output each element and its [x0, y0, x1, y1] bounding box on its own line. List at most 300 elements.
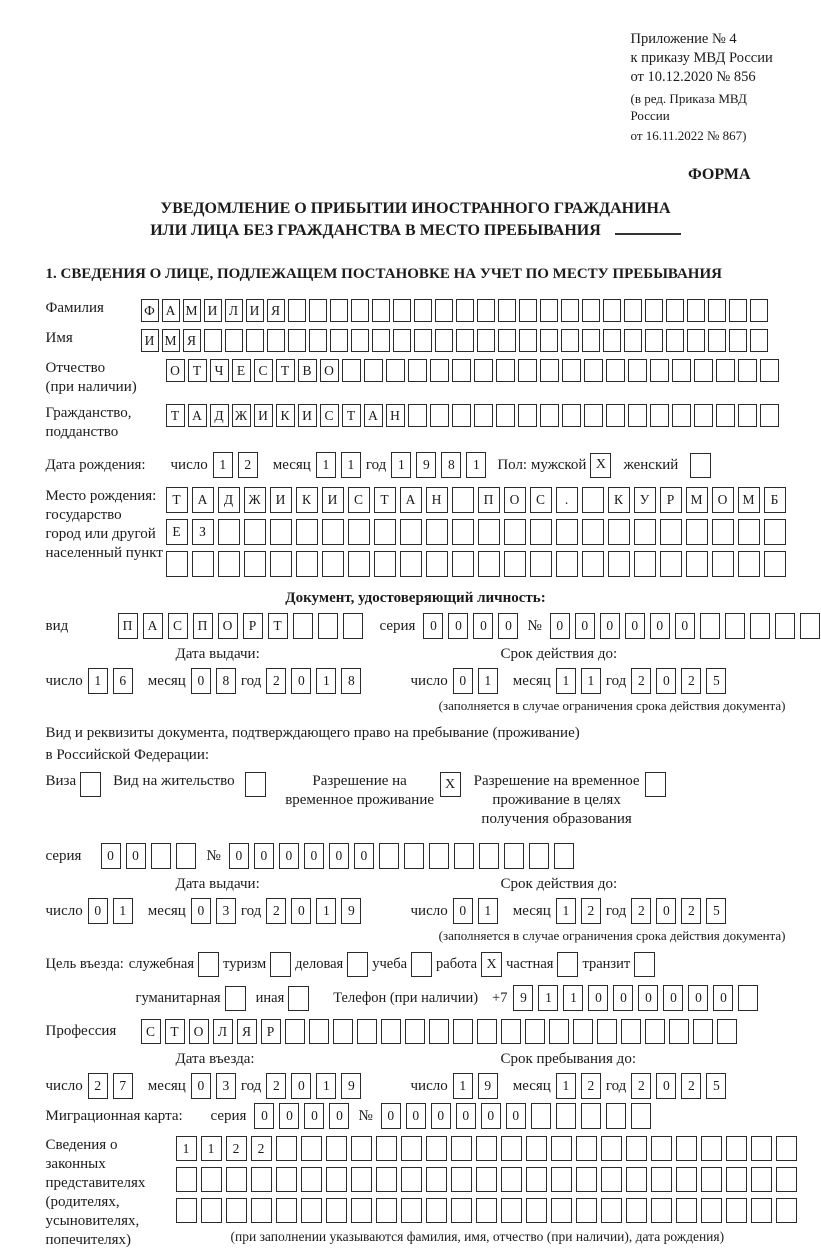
char-cell[interactable]: 1: [176, 1136, 197, 1161]
char-cell[interactable]: [738, 551, 760, 577]
char-cell[interactable]: [351, 1198, 372, 1223]
char-cell[interactable]: [645, 1019, 665, 1044]
char-cell[interactable]: У: [634, 487, 656, 513]
char-cell[interactable]: В: [298, 359, 317, 382]
char-cell[interactable]: [597, 1019, 617, 1044]
residence-number-cells[interactable]: [229, 843, 579, 869]
char-cell[interactable]: [364, 359, 383, 382]
char-cell[interactable]: 1: [213, 452, 233, 478]
char-cell[interactable]: [601, 1167, 622, 1192]
char-cell[interactable]: С: [348, 487, 370, 513]
char-cell[interactable]: [309, 1019, 329, 1044]
char-cell[interactable]: [330, 299, 348, 322]
purpose-official-checkbox[interactable]: [198, 952, 219, 977]
stay-day[interactable]: [453, 1073, 503, 1099]
representatives-cells-row2[interactable]: [176, 1167, 801, 1192]
char-cell[interactable]: [581, 1103, 601, 1129]
char-cell[interactable]: [650, 404, 669, 427]
char-cell[interactable]: 8: [341, 668, 361, 694]
char-cell[interactable]: [582, 329, 600, 352]
char-cell[interactable]: [326, 1136, 347, 1161]
char-cell[interactable]: 0: [304, 1103, 324, 1129]
birth-place-cells-row3[interactable]: [166, 551, 790, 577]
char-cell[interactable]: 0: [191, 898, 211, 924]
char-cell[interactable]: [651, 1136, 672, 1161]
char-cell[interactable]: [601, 1198, 622, 1223]
char-cell[interactable]: А: [400, 487, 422, 513]
purpose-business-checkbox[interactable]: [347, 952, 368, 977]
char-cell[interactable]: Т: [188, 359, 207, 382]
char-cell[interactable]: [582, 299, 600, 322]
char-cell[interactable]: [738, 985, 758, 1011]
char-cell[interactable]: [672, 404, 691, 427]
char-cell[interactable]: М: [738, 487, 760, 513]
sex-female-checkbox[interactable]: [690, 453, 711, 478]
char-cell[interactable]: 1: [563, 985, 583, 1011]
char-cell[interactable]: [606, 1103, 626, 1129]
char-cell[interactable]: 0: [473, 613, 493, 639]
char-cell[interactable]: И: [204, 299, 222, 322]
doc-type-cells[interactable]: [118, 613, 368, 639]
char-cell[interactable]: И: [141, 329, 159, 352]
char-cell[interactable]: [540, 359, 559, 382]
residence-issue-year[interactable]: [266, 898, 366, 924]
char-cell[interactable]: [381, 1019, 401, 1044]
char-cell[interactable]: К: [608, 487, 630, 513]
char-cell[interactable]: [501, 1198, 522, 1223]
char-cell[interactable]: [414, 299, 432, 322]
char-cell[interactable]: [270, 551, 292, 577]
migration-series-cells[interactable]: [254, 1103, 354, 1129]
char-cell[interactable]: [750, 329, 768, 352]
char-cell[interactable]: [738, 519, 760, 545]
doc-number-cells[interactable]: [550, 613, 821, 639]
char-cell[interactable]: [251, 1167, 272, 1192]
char-cell[interactable]: А: [188, 404, 207, 427]
char-cell[interactable]: 0: [588, 985, 608, 1011]
char-cell[interactable]: [738, 359, 757, 382]
char-cell[interactable]: А: [364, 404, 383, 427]
char-cell[interactable]: [400, 519, 422, 545]
temporary-residence-checkbox[interactable]: X: [440, 772, 461, 797]
sex-male-checkbox[interactable]: X: [590, 453, 611, 478]
char-cell[interactable]: [477, 329, 495, 352]
char-cell[interactable]: 1: [316, 898, 336, 924]
char-cell[interactable]: [651, 1198, 672, 1223]
char-cell[interactable]: М: [183, 299, 201, 322]
char-cell[interactable]: [452, 519, 474, 545]
char-cell[interactable]: [540, 404, 559, 427]
char-cell[interactable]: [624, 299, 642, 322]
char-cell[interactable]: [526, 1167, 547, 1192]
char-cell[interactable]: [477, 1019, 497, 1044]
char-cell[interactable]: Я: [183, 329, 201, 352]
char-cell[interactable]: [426, 1198, 447, 1223]
identity-expiry-month[interactable]: [556, 668, 606, 694]
char-cell[interactable]: 1: [391, 452, 411, 478]
char-cell[interactable]: [716, 404, 735, 427]
char-cell[interactable]: [676, 1198, 697, 1223]
char-cell[interactable]: [651, 1167, 672, 1192]
char-cell[interactable]: [276, 1198, 297, 1223]
char-cell[interactable]: [694, 404, 713, 427]
char-cell[interactable]: 0: [506, 1103, 526, 1129]
char-cell[interactable]: [348, 551, 370, 577]
char-cell[interactable]: [476, 1198, 497, 1223]
char-cell[interactable]: [676, 1167, 697, 1192]
identity-issue-year[interactable]: [266, 668, 366, 694]
char-cell[interactable]: [351, 329, 369, 352]
char-cell[interactable]: [309, 299, 327, 322]
char-cell[interactable]: [660, 551, 682, 577]
char-cell[interactable]: 0: [279, 843, 299, 869]
char-cell[interactable]: [151, 843, 171, 869]
char-cell[interactable]: [716, 359, 735, 382]
residence-issue-month[interactable]: [191, 898, 241, 924]
purpose-study-checkbox[interactable]: [411, 952, 432, 977]
doc-series-cells[interactable]: [423, 613, 523, 639]
char-cell[interactable]: [556, 551, 578, 577]
char-cell[interactable]: [351, 299, 369, 322]
entry-year[interactable]: [266, 1073, 366, 1099]
char-cell[interactable]: [330, 329, 348, 352]
char-cell[interactable]: 1: [88, 668, 108, 694]
char-cell[interactable]: 8: [441, 452, 461, 478]
char-cell[interactable]: 1: [466, 452, 486, 478]
char-cell[interactable]: [285, 1019, 305, 1044]
residence-expiry-month[interactable]: [556, 898, 606, 924]
char-cell[interactable]: [456, 299, 474, 322]
char-cell[interactable]: [451, 1167, 472, 1192]
char-cell[interactable]: [453, 1019, 473, 1044]
char-cell[interactable]: 0: [126, 843, 146, 869]
char-cell[interactable]: Т: [165, 1019, 185, 1044]
char-cell[interactable]: 0: [453, 668, 473, 694]
char-cell[interactable]: [626, 1198, 647, 1223]
char-cell[interactable]: 0: [431, 1103, 451, 1129]
char-cell[interactable]: [430, 359, 449, 382]
char-cell[interactable]: [576, 1136, 597, 1161]
char-cell[interactable]: [800, 613, 820, 639]
char-cell[interactable]: [776, 1136, 797, 1161]
char-cell[interactable]: А: [192, 487, 214, 513]
citizenship-cells[interactable]: [166, 404, 782, 427]
char-cell[interactable]: Д: [218, 487, 240, 513]
char-cell[interactable]: [530, 551, 552, 577]
char-cell[interactable]: [751, 1198, 772, 1223]
char-cell[interactable]: П: [193, 613, 213, 639]
char-cell[interactable]: [726, 1167, 747, 1192]
char-cell[interactable]: А: [143, 613, 163, 639]
char-cell[interactable]: [576, 1167, 597, 1192]
char-cell[interactable]: Л: [213, 1019, 233, 1044]
char-cell[interactable]: [750, 299, 768, 322]
char-cell[interactable]: [478, 519, 500, 545]
birth-year-cells[interactable]: [391, 452, 491, 478]
purpose-other-checkbox[interactable]: [288, 986, 309, 1011]
char-cell[interactable]: [318, 613, 338, 639]
char-cell[interactable]: [526, 1198, 547, 1223]
char-cell[interactable]: К: [296, 487, 318, 513]
char-cell[interactable]: 0: [656, 1073, 676, 1099]
char-cell[interactable]: [708, 329, 726, 352]
char-cell[interactable]: [694, 359, 713, 382]
char-cell[interactable]: 1: [113, 898, 133, 924]
char-cell[interactable]: [288, 299, 306, 322]
char-cell[interactable]: П: [118, 613, 138, 639]
char-cell[interactable]: 1: [556, 1073, 576, 1099]
char-cell[interactable]: [624, 329, 642, 352]
birth-place-cells-row1[interactable]: [166, 487, 790, 513]
char-cell[interactable]: [776, 1198, 797, 1223]
char-cell[interactable]: 3: [216, 898, 236, 924]
char-cell[interactable]: 5: [706, 668, 726, 694]
char-cell[interactable]: [556, 1103, 576, 1129]
char-cell[interactable]: М: [162, 329, 180, 352]
char-cell[interactable]: [687, 329, 705, 352]
char-cell[interactable]: С: [168, 613, 188, 639]
char-cell[interactable]: [729, 299, 747, 322]
char-cell[interactable]: 1: [556, 898, 576, 924]
char-cell[interactable]: 9: [416, 452, 436, 478]
char-cell[interactable]: 1: [478, 668, 498, 694]
char-cell[interactable]: [501, 1019, 521, 1044]
char-cell[interactable]: [474, 359, 493, 382]
char-cell[interactable]: [351, 1136, 372, 1161]
char-cell[interactable]: [343, 613, 363, 639]
char-cell[interactable]: 2: [226, 1136, 247, 1161]
char-cell[interactable]: О: [504, 487, 526, 513]
char-cell[interactable]: [603, 329, 621, 352]
char-cell[interactable]: 2: [631, 1073, 651, 1099]
char-cell[interactable]: [584, 404, 603, 427]
char-cell[interactable]: С: [530, 487, 552, 513]
char-cell[interactable]: 0: [101, 843, 121, 869]
char-cell[interactable]: Ч: [210, 359, 229, 382]
char-cell[interactable]: 1: [556, 668, 576, 694]
char-cell[interactable]: О: [218, 613, 238, 639]
char-cell[interactable]: 0: [354, 843, 374, 869]
char-cell[interactable]: [374, 551, 396, 577]
char-cell[interactable]: [456, 329, 474, 352]
char-cell[interactable]: 1: [316, 1073, 336, 1099]
char-cell[interactable]: [326, 1167, 347, 1192]
char-cell[interactable]: 1: [581, 668, 601, 694]
char-cell[interactable]: [725, 613, 745, 639]
birth-day-cells[interactable]: [213, 452, 263, 478]
char-cell[interactable]: [666, 299, 684, 322]
char-cell[interactable]: [496, 404, 515, 427]
residence-series-cells[interactable]: [101, 843, 201, 869]
char-cell[interactable]: [426, 1136, 447, 1161]
char-cell[interactable]: [476, 1167, 497, 1192]
char-cell[interactable]: 3: [216, 1073, 236, 1099]
stay-month[interactable]: [556, 1073, 606, 1099]
char-cell[interactable]: [582, 551, 604, 577]
char-cell[interactable]: [435, 299, 453, 322]
char-cell[interactable]: [717, 1019, 737, 1044]
char-cell[interactable]: 0: [229, 843, 249, 869]
char-cell[interactable]: [666, 329, 684, 352]
char-cell[interactable]: 2: [581, 1073, 601, 1099]
char-cell[interactable]: О: [712, 487, 734, 513]
char-cell[interactable]: [376, 1136, 397, 1161]
residence-permit-checkbox[interactable]: [245, 772, 266, 797]
char-cell[interactable]: [628, 359, 647, 382]
char-cell[interactable]: [562, 359, 581, 382]
char-cell[interactable]: [549, 1019, 569, 1044]
char-cell[interactable]: Ф: [141, 299, 159, 322]
char-cell[interactable]: [301, 1136, 322, 1161]
char-cell[interactable]: [551, 1136, 572, 1161]
char-cell[interactable]: Б: [764, 487, 786, 513]
temporary-residence-education-checkbox[interactable]: [645, 772, 666, 797]
purpose-humanitarian-checkbox[interactable]: [225, 986, 246, 1011]
char-cell[interactable]: [301, 1167, 322, 1192]
char-cell[interactable]: [414, 329, 432, 352]
char-cell[interactable]: Т: [374, 487, 396, 513]
char-cell[interactable]: [645, 299, 663, 322]
char-cell[interactable]: [322, 519, 344, 545]
stay-year[interactable]: [631, 1073, 731, 1099]
char-cell[interactable]: [634, 551, 656, 577]
char-cell[interactable]: Ж: [244, 487, 266, 513]
char-cell[interactable]: [701, 1198, 722, 1223]
char-cell[interactable]: 0: [191, 1073, 211, 1099]
char-cell[interactable]: [526, 1136, 547, 1161]
char-cell[interactable]: 0: [423, 613, 443, 639]
char-cell[interactable]: [626, 1136, 647, 1161]
representatives-cells-row1[interactable]: [176, 1136, 801, 1161]
char-cell[interactable]: [176, 1198, 197, 1223]
char-cell[interactable]: [686, 551, 708, 577]
char-cell[interactable]: [751, 1136, 772, 1161]
char-cell[interactable]: [276, 1136, 297, 1161]
char-cell[interactable]: [401, 1167, 422, 1192]
char-cell[interactable]: [379, 843, 399, 869]
char-cell[interactable]: Н: [426, 487, 448, 513]
char-cell[interactable]: 9: [513, 985, 533, 1011]
char-cell[interactable]: 1: [201, 1136, 222, 1161]
char-cell[interactable]: [672, 359, 691, 382]
char-cell[interactable]: [764, 519, 786, 545]
char-cell[interactable]: [760, 404, 779, 427]
char-cell[interactable]: 5: [706, 898, 726, 924]
char-cell[interactable]: 0: [329, 1103, 349, 1129]
char-cell[interactable]: [452, 359, 471, 382]
surname-cells[interactable]: [141, 299, 771, 322]
char-cell[interactable]: [645, 329, 663, 352]
char-cell[interactable]: [426, 551, 448, 577]
char-cell[interactable]: Я: [237, 1019, 257, 1044]
identity-issue-day[interactable]: [88, 668, 138, 694]
char-cell[interactable]: [372, 299, 390, 322]
char-cell[interactable]: [660, 519, 682, 545]
char-cell[interactable]: [404, 843, 424, 869]
char-cell[interactable]: [400, 551, 422, 577]
char-cell[interactable]: [301, 1198, 322, 1223]
char-cell[interactable]: 0: [498, 613, 518, 639]
char-cell[interactable]: [601, 1136, 622, 1161]
char-cell[interactable]: [429, 1019, 449, 1044]
char-cell[interactable]: [626, 1167, 647, 1192]
char-cell[interactable]: О: [166, 359, 185, 382]
char-cell[interactable]: [218, 551, 240, 577]
char-cell[interactable]: [204, 329, 222, 352]
char-cell[interactable]: [244, 551, 266, 577]
char-cell[interactable]: [764, 551, 786, 577]
entry-month[interactable]: [191, 1073, 241, 1099]
char-cell[interactable]: 0: [638, 985, 658, 1011]
entry-day[interactable]: [88, 1073, 138, 1099]
char-cell[interactable]: [751, 1167, 772, 1192]
char-cell[interactable]: [426, 1167, 447, 1192]
char-cell[interactable]: 2: [88, 1073, 108, 1099]
char-cell[interactable]: [166, 551, 188, 577]
char-cell[interactable]: [426, 519, 448, 545]
purpose-private-checkbox[interactable]: [557, 952, 578, 977]
char-cell[interactable]: Т: [342, 404, 361, 427]
char-cell[interactable]: [551, 1198, 572, 1223]
char-cell[interactable]: Н: [386, 404, 405, 427]
char-cell[interactable]: И: [298, 404, 317, 427]
char-cell[interactable]: 0: [448, 613, 468, 639]
profession-cells[interactable]: [141, 1019, 741, 1044]
residence-issue-day[interactable]: [88, 898, 138, 924]
char-cell[interactable]: Д: [210, 404, 229, 427]
char-cell[interactable]: [650, 359, 669, 382]
char-cell[interactable]: [669, 1019, 689, 1044]
char-cell[interactable]: [606, 404, 625, 427]
char-cell[interactable]: [775, 613, 795, 639]
char-cell[interactable]: [712, 551, 734, 577]
char-cell[interactable]: 0: [456, 1103, 476, 1129]
char-cell[interactable]: Я: [267, 299, 285, 322]
char-cell[interactable]: 2: [681, 1073, 701, 1099]
char-cell[interactable]: [693, 1019, 713, 1044]
char-cell[interactable]: 0: [453, 898, 473, 924]
char-cell[interactable]: [192, 551, 214, 577]
char-cell[interactable]: 0: [481, 1103, 501, 1129]
char-cell[interactable]: [531, 1103, 551, 1129]
char-cell[interactable]: [738, 404, 757, 427]
char-cell[interactable]: [726, 1136, 747, 1161]
char-cell[interactable]: [608, 519, 630, 545]
char-cell[interactable]: [452, 404, 471, 427]
char-cell[interactable]: З: [192, 519, 214, 545]
char-cell[interactable]: О: [320, 359, 339, 382]
char-cell[interactable]: С: [141, 1019, 161, 1044]
char-cell[interactable]: 0: [663, 985, 683, 1011]
phone-cells[interactable]: [513, 985, 763, 1011]
char-cell[interactable]: [176, 1167, 197, 1192]
residence-expiry-year[interactable]: [631, 898, 731, 924]
char-cell[interactable]: 8: [216, 668, 236, 694]
char-cell[interactable]: [452, 551, 474, 577]
char-cell[interactable]: [729, 329, 747, 352]
char-cell[interactable]: 0: [291, 668, 311, 694]
char-cell[interactable]: [634, 519, 656, 545]
char-cell[interactable]: М: [686, 487, 708, 513]
char-cell[interactable]: 0: [713, 985, 733, 1011]
char-cell[interactable]: 0: [254, 1103, 274, 1129]
char-cell[interactable]: Л: [225, 299, 243, 322]
char-cell[interactable]: [529, 843, 549, 869]
char-cell[interactable]: [628, 404, 647, 427]
char-cell[interactable]: 0: [575, 613, 595, 639]
char-cell[interactable]: [244, 519, 266, 545]
char-cell[interactable]: 2: [631, 668, 651, 694]
